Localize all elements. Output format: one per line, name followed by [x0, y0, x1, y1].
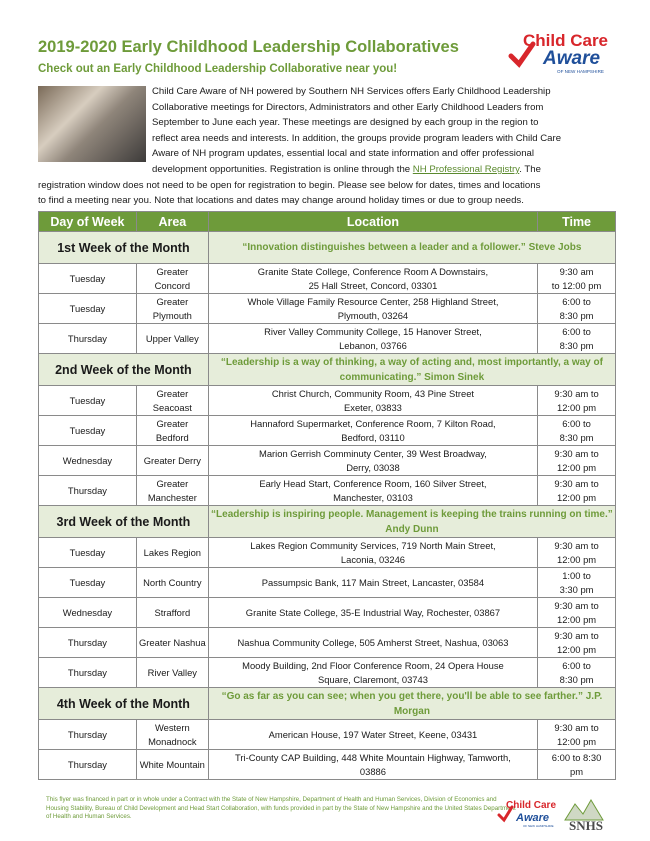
- schedule-table: [38, 211, 616, 780]
- area-cell: Strafford: [136, 598, 208, 628]
- day-cell: Tuesday: [39, 568, 137, 598]
- location-cell: Granite State College, Conference Room A Downstairs, 25 Hall Street, Concord, 03301: [208, 264, 537, 294]
- intro-paragraph: Child Care Aware of NH powered by Southern NH Services offers Early Childhood Leadership Collaborative meetings for Directors, Administrators and other Early Childhood Leaders from September to June each year. These meetings are designed by each group in the region to reflect area needs and interests. In addition, the groups provide program leaders with Child Care Aware of NH program updates, essential local and state information and offer professional development opportunities. Registration is online through the NH Professional Registry. The registration window does not need to be open for registration to begin. Please see below for dates, times and locations to find a meeting near you. Note that locations and dates may change around holiday times or due to group needs.: [38, 86, 562, 207]
- location-cell: Passumpsic Bank, 117 Main Street, Lancaster, 03584: [208, 568, 537, 598]
- svg-text:Child Care: Child Care: [523, 31, 609, 50]
- svg-text:Aware: Aware: [516, 812, 550, 824]
- table-row: [39, 720, 616, 750]
- table-row: [39, 538, 616, 568]
- header-time: Time: [538, 212, 616, 232]
- area-cell: Greater Seacoast: [136, 386, 208, 416]
- location-cell: American House, 197 Water Street, Keene, 03431: [208, 720, 537, 750]
- location-cell: Nashua Community College, 505 Amherst Street, Nashua, 03063: [208, 628, 537, 658]
- day-cell: Tuesday: [39, 538, 137, 568]
- day-cell: Wednesday: [39, 598, 137, 628]
- week-label: 3rd Week of the Month: [39, 506, 209, 538]
- time-cell: 9:30 am to 12:00 pm: [538, 476, 616, 506]
- day-cell: Thursday: [39, 628, 137, 658]
- location-cell: Hannaford Supermarket, Conference Room, 7 Kilton Road, Bedford, 03110: [208, 416, 537, 446]
- child-care-aware-logo: [505, 26, 613, 78]
- svg-text:SNHS: SNHS: [569, 818, 603, 833]
- week-header-row: [39, 506, 616, 538]
- day-cell: Thursday: [39, 658, 137, 688]
- time-cell: 6:00 to 8:30 pm: [538, 658, 616, 688]
- leadership-quote: “Go as far as you can see; when you get there, you'll be able to see farther.” J.P. Morgan: [208, 688, 615, 720]
- child-care-aware-footer-logo: [496, 793, 556, 833]
- header-area: Area: [136, 212, 208, 232]
- table-row: [39, 264, 616, 294]
- time-cell: 9:30 am to 12:00 pm: [538, 538, 616, 568]
- table-row: [39, 324, 616, 354]
- time-cell: 6:00 to 8:30 pm: [538, 750, 616, 780]
- area-cell: Western Monadnock: [136, 720, 208, 750]
- time-cell: 9:30 am to 12:00 pm: [538, 446, 616, 476]
- nh-professional-registry-link[interactable]: NH Professional Registry: [412, 163, 520, 175]
- time-cell: 9:30 am to 12:00 pm: [538, 264, 616, 294]
- day-cell: Thursday: [39, 750, 137, 780]
- svg-text:OF NEW HAMPSHIRE: OF NEW HAMPSHIRE: [523, 824, 554, 828]
- table-header-row: [39, 212, 616, 232]
- week-label: 2nd Week of the Month: [39, 354, 209, 386]
- day-cell: Tuesday: [39, 386, 137, 416]
- area-cell: Greater Manchester: [136, 476, 208, 506]
- week-header-row: [39, 688, 616, 720]
- table-row: [39, 598, 616, 628]
- location-cell: River Valley Community College, 15 Hanover Street, Lebanon, 03766: [208, 324, 537, 354]
- week-label: 1st Week of the Month: [39, 232, 209, 264]
- time-cell: 9:30 am to 12:00 pm: [538, 386, 616, 416]
- leadership-quote: “Innovation distinguishes between a leader and a follower.” Steve Jobs: [208, 232, 615, 264]
- page-title: 2019-2020 Early Childhood Leadership Collaboratives: [38, 38, 459, 56]
- day-cell: Tuesday: [39, 264, 137, 294]
- location-cell: Lakes Region Community Services, 719 North Main Street, Laconia, 03246: [208, 538, 537, 568]
- area-cell: Upper Valley: [136, 324, 208, 354]
- location-cell: Marion Gerrish Comminuty Center, 39 West Broadway, Derry, 03038: [208, 446, 537, 476]
- day-cell: Thursday: [39, 476, 137, 506]
- location-cell: Moody Building, 2nd Floor Conference Room, 24 Opera House Square, Claremont, 03743: [208, 658, 537, 688]
- table-row: [39, 386, 616, 416]
- week-header-row: [39, 354, 616, 386]
- area-cell: Greater Derry: [136, 446, 208, 476]
- area-cell: Greater Bedford: [136, 416, 208, 446]
- area-cell: Greater Concord: [136, 264, 208, 294]
- svg-text:OF NEW HAMPSHIRE: OF NEW HAMPSHIRE: [557, 69, 604, 74]
- location-cell: Whole Village Family Resource Center, 258 Highland Street, Plymouth, 03264: [208, 294, 537, 324]
- day-cell: Wednesday: [39, 446, 137, 476]
- week-label: 4th Week of the Month: [39, 688, 209, 720]
- area-cell: River Valley: [136, 658, 208, 688]
- table-row: [39, 476, 616, 506]
- location-cell: Granite State College, 35-E Industrial Way, Rochester, 03867: [208, 598, 537, 628]
- location-cell: Tri-County CAP Building, 448 White Mountain Highway, Tamworth, 03886: [208, 750, 537, 780]
- area-cell: Lakes Region: [136, 538, 208, 568]
- table-row: [39, 568, 616, 598]
- funding-disclaimer: This flyer was financed in part or in whole under a Contract with the State of New Hampshire, Department of Health and Human Services, Division of Economics and Housing Stability, Bureau of Child Development and Head Start Collaboration, with funds provided in part by the State of New Hampshire and the United States Department of Health and Human Services.: [46, 796, 516, 821]
- location-cell: Christ Church, Community Room, 43 Pine Street Exeter, 03833: [208, 386, 537, 416]
- snhs-logo: [561, 790, 611, 836]
- table-row: [39, 294, 616, 324]
- week-header-row: [39, 232, 616, 264]
- area-cell: Greater Plymouth: [136, 294, 208, 324]
- time-cell: 6:00 to 8:30 pm: [538, 324, 616, 354]
- table-row: [39, 446, 616, 476]
- time-cell: 9:30 am to 12:00 pm: [538, 628, 616, 658]
- time-cell: 6:00 to 8:30 pm: [538, 416, 616, 446]
- header-location: Location: [208, 212, 537, 232]
- table-row: [39, 750, 616, 780]
- time-cell: 9:30 am to 12:00 pm: [538, 598, 616, 628]
- leadership-quote: “Leadership is inspiring people. Management is keeping the trains running on time.” Andy Dunn: [208, 506, 615, 538]
- day-cell: Tuesday: [39, 416, 137, 446]
- area-cell: North Country: [136, 568, 208, 598]
- day-cell: Thursday: [39, 324, 137, 354]
- header-day: Day of Week: [39, 212, 137, 232]
- table-row: [39, 658, 616, 688]
- svg-text:Child Care: Child Care: [506, 800, 556, 811]
- day-cell: Thursday: [39, 720, 137, 750]
- svg-text:Aware: Aware: [543, 48, 601, 69]
- time-cell: 9:30 am to 12:00 pm: [538, 720, 616, 750]
- page-subtitle: Check out an Early Childhood Leadership Collaborative near you!: [38, 63, 398, 75]
- location-cell: Early Head Start, Conference Room, 160 Silver Street, Manchester, 03103: [208, 476, 537, 506]
- table-row: [39, 416, 616, 446]
- time-cell: 1:00 to 3:30 pm: [538, 568, 616, 598]
- time-cell: 6:00 to 8:30 pm: [538, 294, 616, 324]
- leadership-quote: “Leadership is a way of thinking, a way of acting and, most importantly, a way of communicating.” Simon Sinek: [208, 354, 615, 386]
- day-cell: Tuesday: [39, 294, 137, 324]
- table-row: [39, 628, 616, 658]
- area-cell: Greater Nashua: [136, 628, 208, 658]
- area-cell: White Mountain: [136, 750, 208, 780]
